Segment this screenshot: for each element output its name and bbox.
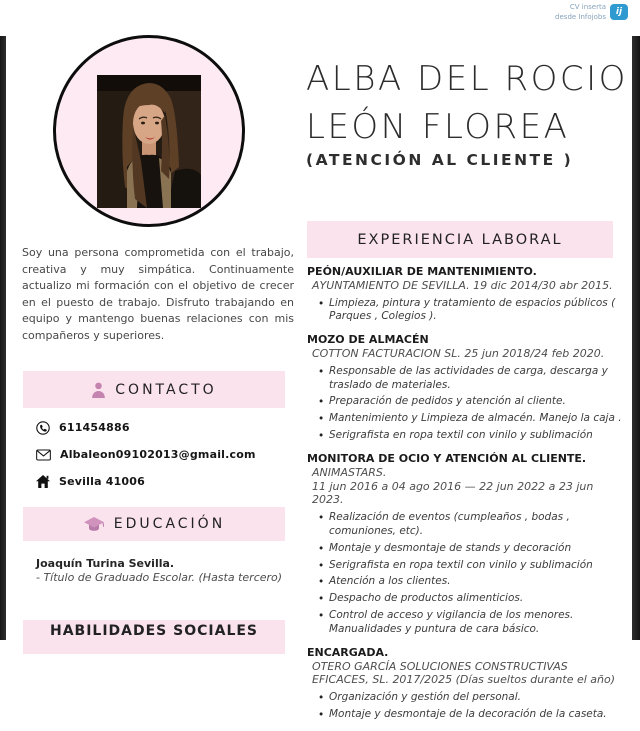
- house-icon: [36, 475, 50, 488]
- infojobs-badge-icon: ij: [610, 4, 628, 20]
- job-bullet: • Montaje y desmontaje de la decoración de la caseta.: [329, 708, 625, 722]
- experience-title: EXPERIENCIA LABORAL: [357, 231, 563, 248]
- profile-photo-frame: [53, 35, 245, 227]
- infojobs-caption-line1: CV inserta: [569, 3, 606, 11]
- education-entry: [36, 557, 288, 584]
- person-icon: [91, 381, 106, 398]
- contact-section-header: [23, 371, 285, 408]
- job-bullet: • Realización de eventos (cumpleaños , bodas , comuniones, etc).: [329, 511, 625, 539]
- job-bullets: [317, 691, 625, 722]
- education-section-header: [23, 507, 285, 541]
- job-bullet: • Serigrafista en ropa textil con vinilo y sublimación: [329, 559, 625, 573]
- job-company: OTERO GARCÍA SOLUCIONES CONSTRUCTIVAS EFICACES, SL. 2017/2025 (Días sueltos durante el año): [312, 659, 616, 687]
- job-dates: 11 jun 2016 a 04 ago 2016 — 22 jun 2022 a 23 jun 2023.: [312, 479, 594, 507]
- job-bullets: [317, 365, 625, 443]
- education-degree: - Título de Graduado Escolar. (Hasta tercero): [36, 571, 283, 584]
- experience-list: [307, 265, 625, 731]
- job-role: PEÓN/AUXILIAR DE MANTENIMIENTO.: [307, 265, 537, 278]
- contact-list: [36, 414, 286, 495]
- page-edge-left: [0, 36, 6, 640]
- job-entry: [307, 265, 625, 324]
- job-bullet: • Limpieza, pintura y tratamiento de espacios públicos ( Parques , Colegios ).: [329, 297, 625, 325]
- job-role: MONITORA DE OCIO Y ATENCIÓN AL CLIENTE.: [307, 452, 587, 466]
- job-company: ANIMASTARS.: [312, 465, 387, 479]
- name-line1: ALBA DEL ROCIO: [306, 59, 628, 99]
- job-bullet: • Montaje y desmontaje de stands y decoración: [329, 542, 625, 556]
- job-entry: [307, 333, 625, 443]
- education-title: EDUCACIÓN: [113, 516, 226, 532]
- contact-email-value: Albaleon09102013@gmail.com: [60, 448, 256, 461]
- skills-section-header: [23, 620, 285, 654]
- envelope-icon: [36, 449, 51, 461]
- education-school: Joaquín Turina Sevilla.: [36, 557, 175, 570]
- infojobs-mark: [555, 2, 628, 22]
- infojobs-caption: [555, 2, 606, 22]
- job-bullets: [317, 511, 625, 637]
- job-bullet: • Organización y gestión del personal.: [329, 691, 625, 705]
- experience-section-header: [307, 221, 613, 258]
- phone-icon: [36, 421, 50, 435]
- contact-title: CONTACTO: [115, 381, 217, 398]
- job-bullets: [317, 297, 625, 325]
- contact-address-value: Sevilla 41006: [59, 475, 145, 488]
- contact-phone-row: [36, 414, 286, 441]
- job-bullet: • Responsable de las actividades de carga, descarga y traslado de materiales.: [329, 365, 625, 393]
- job-company: AYUNTAMIENTO DE SEVILLA. 19 dic 2014/30 abr 2015.: [312, 278, 613, 292]
- role-subtitle: (ATENCIÓN AL CLIENTE ): [306, 151, 574, 169]
- graduation-cap-icon: [83, 516, 105, 533]
- job-company: COTTON FACTURACION SL. 25 jun 2018/24 feb 2020.: [312, 346, 605, 360]
- name-line2: LEÓN FLOREA: [306, 107, 570, 147]
- profile-photo: [97, 75, 201, 208]
- job-role: ENCARGADA.: [307, 645, 389, 659]
- profile-summary: Soy una persona comprometida con el trabajo, creativa y muy simpática. Continuamente actualizo mi formación con el objetivo de crecer en el puesto de trabajo. Disfruto trabajando en equipo y mantengo buenas relaciones con mis compañeros y superiores.: [22, 246, 294, 342]
- skills-title: HABILIDADES SOCIALES: [49, 623, 259, 639]
- infojobs-caption-line2: desde Infojobs: [555, 13, 606, 22]
- job-bullet: • Serigrafista en ropa textil con vinilo y sublimación: [329, 429, 625, 443]
- job-bullet: • Control de acceso y vigilancia de los menores. Manualidades y puntura de cara básico.: [329, 609, 625, 637]
- job-entry: [307, 452, 625, 637]
- contact-email-row: [36, 441, 286, 468]
- contact-phone-value: 611454886: [59, 421, 130, 434]
- job-bullet: • Preparación de pedidos y atención al cliente.: [329, 395, 625, 409]
- job-entry: [307, 646, 625, 722]
- job-bullet: • Atención a los clientes.: [329, 575, 625, 589]
- job-bullet: • Mantenimiento y Limpieza de almacén. Manejo la caja .: [329, 412, 625, 426]
- page-edge-right: [632, 36, 640, 640]
- candidate-name: [306, 55, 632, 151]
- contact-address-row: [36, 468, 286, 495]
- job-role: MOZO DE ALMACÉN: [307, 333, 429, 347]
- job-bullet: • Despacho de productos alimenticios.: [329, 592, 625, 606]
